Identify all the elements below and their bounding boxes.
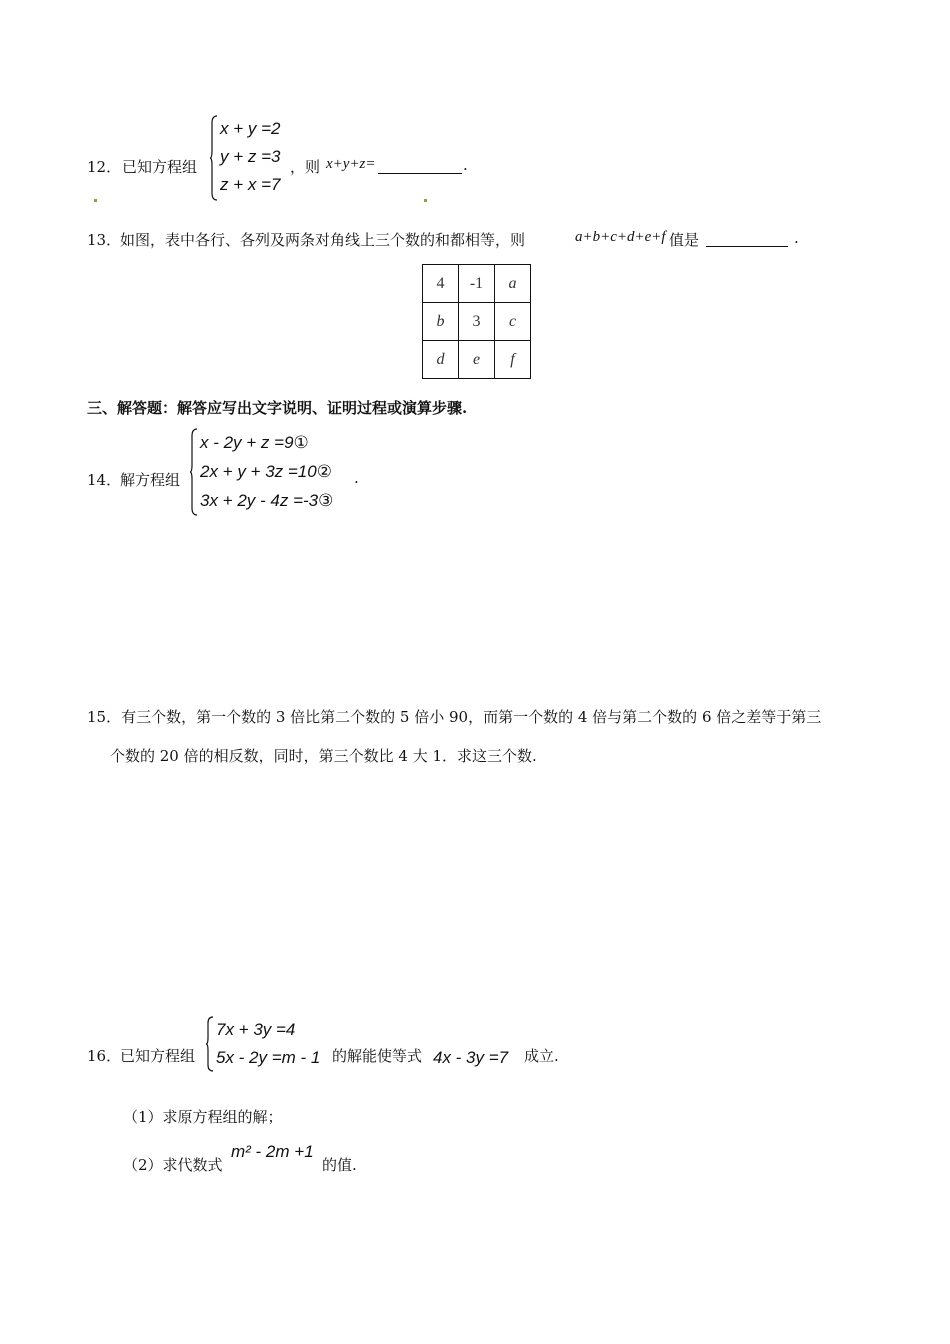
q15-line-2: 个数的 20 倍的相反数，同时，第三个数比 4 大 1．求这三个数. (110, 747, 537, 765)
q16-part-2-expression: m² - 2m +1 (231, 1142, 314, 1161)
table-cell: d (423, 341, 459, 379)
q12-eq-1: x + y =2 (220, 119, 281, 138)
q13-number: 13． (87, 231, 122, 249)
magic-square-table (422, 264, 531, 379)
q13-end: . (794, 229, 799, 247)
q14-eq-2: 2x + y + 3z =10② (200, 462, 332, 481)
q12-number: 12． (87, 158, 122, 176)
table-row (423, 265, 531, 303)
table-cell: b (423, 303, 459, 341)
q14-eq-3: 3x + 2y - 4z =-3③ (200, 491, 334, 510)
q16-equation-system (206, 1016, 320, 1072)
q16-prefix: 已知方程组 (120, 1047, 196, 1065)
q12-eq-3: z + x =7 (220, 175, 281, 194)
q16-eq-1: 7x + 3y =4 (216, 1020, 296, 1039)
table-cell: e (459, 341, 495, 379)
q16-equation: 4x - 3y =7 (433, 1048, 509, 1067)
q16-number: 16． (87, 1047, 122, 1065)
decorative-dot (94, 199, 97, 202)
q16-eq-2: 5x - 2y =m - 1 (216, 1048, 321, 1067)
q13-answer-blank (706, 233, 788, 251)
q16-mid: 的解能使等式 (332, 1047, 423, 1065)
q16-part-2-suffix: 的值. (322, 1156, 357, 1174)
q16-end: 成立. (524, 1047, 559, 1065)
q13-text: 如图，表中各行、各列及两条对角线上三个数的和都相等，则 (120, 231, 526, 249)
q14-prefix: 解方程组 (120, 471, 181, 489)
q15-line-1: 15．有三个数，第一个数的 3 倍比第二个数的 5 倍小 90，而第一个数的 4 倍与第二个数的 6 倍之差等于第三 (87, 708, 822, 726)
q14-eq-1: x - 2y + z =9① (200, 433, 309, 452)
table-cell: 4 (423, 265, 459, 303)
q12-equation-system (210, 115, 280, 201)
q16-part-2-prefix: （2）求代数式 (123, 1156, 223, 1174)
q12-answer-blank (378, 160, 462, 178)
table-cell: a (495, 265, 531, 303)
table-row (423, 341, 531, 379)
q14-equation-system (190, 428, 333, 516)
q12-suffix: ，则 (290, 158, 321, 176)
q13-text2: 值是 (669, 231, 700, 249)
q14-number: 14． (87, 471, 122, 489)
q13-expression: a+b+c+d+e+f (575, 229, 666, 245)
table-cell: 3 (459, 303, 495, 341)
table-cell: f (495, 341, 531, 379)
q12-expression: x+y+z= (326, 156, 376, 172)
left-brace-icon (190, 428, 198, 516)
q12-eq-2: y + z =3 (220, 147, 281, 166)
q14-end: . (354, 469, 359, 487)
section-heading: 三、解答题：解答应写出文字说明、证明过程或演算步骤. (87, 399, 468, 417)
table-cell: -1 (459, 265, 495, 303)
table-cell: c (495, 303, 531, 341)
q12-prefix: 已知方程组 (122, 158, 198, 176)
decorative-dot (424, 199, 427, 202)
q12-end: . (463, 156, 468, 174)
left-brace-icon (210, 115, 218, 201)
table-row (423, 303, 531, 341)
left-brace-icon (206, 1016, 214, 1072)
q16-part-1: （1）求原方程组的解； (123, 1108, 283, 1126)
